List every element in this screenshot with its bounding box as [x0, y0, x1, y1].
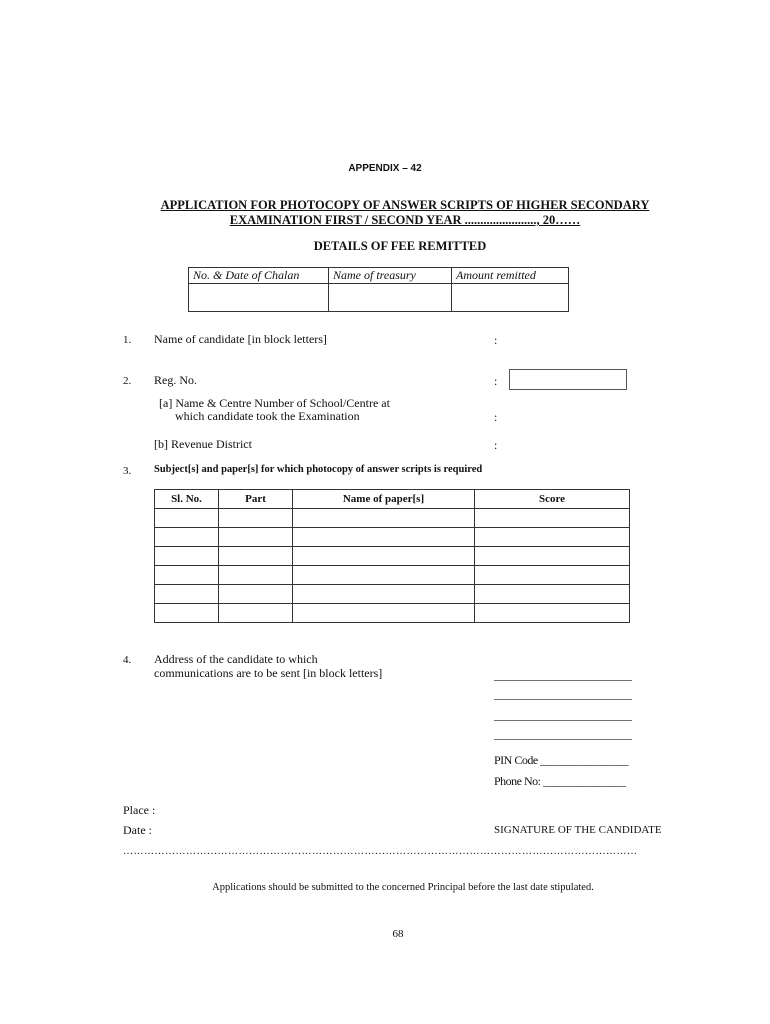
- fee-header-chalan: No. & Date of Chalan: [189, 268, 329, 284]
- address-line-4[interactable]: _________________________: [494, 727, 632, 741]
- centre-label-line-1: [a] Name & Centre Number of School/Centre at: [159, 396, 390, 410]
- table-cell[interactable]: [155, 528, 219, 547]
- table-cell[interactable]: [155, 566, 219, 585]
- district-label: [b] Revenue District: [154, 437, 252, 451]
- address-label-line-1: Address of the candidate to which: [154, 652, 318, 666]
- table-row: [155, 604, 630, 623]
- table-cell[interactable]: [293, 585, 475, 604]
- table-cell[interactable]: [155, 585, 219, 604]
- table-cell[interactable]: [219, 528, 293, 547]
- page-number: 68: [392, 928, 404, 940]
- footer-note: Applications should be submitted to the concerned Principal before the last date stipulated.: [212, 882, 594, 893]
- candidate-name-colon: :: [494, 333, 498, 347]
- fee-header-treasury: Name of treasury: [329, 268, 452, 284]
- table-cell[interactable]: [475, 528, 630, 547]
- item-number-2: 2.: [123, 375, 132, 387]
- fee-table-header: [189, 268, 569, 284]
- subject-table-header: [155, 490, 630, 509]
- appendix-label: APPENDIX – 42: [348, 163, 422, 174]
- phone-field[interactable]: Phone No: _______________: [494, 774, 626, 788]
- fee-heading: DETAILS OF FEE REMITTED: [313, 239, 487, 253]
- table-row: [155, 509, 630, 528]
- form-title: [100, 198, 710, 228]
- place-label: Place :: [123, 803, 156, 817]
- reg-no-colon: :: [494, 374, 498, 388]
- form-title-line-2: EXAMINATION FIRST / SECOND YEAR ......................., 20……: [229, 213, 581, 227]
- table-cell[interactable]: [219, 509, 293, 528]
- table-cell[interactable]: [155, 604, 219, 623]
- subject-label: Subject[s] and paper[s] for which photocopy of answer scripts is required: [154, 464, 483, 475]
- table-cell[interactable]: [475, 604, 630, 623]
- fee-amount-cell[interactable]: [452, 284, 569, 312]
- address-label-line-2: communications are to be sent [in block letters]: [154, 666, 383, 680]
- table-cell[interactable]: [293, 604, 475, 623]
- signature-label: SIGNATURE OF THE CANDIDATE: [494, 824, 662, 836]
- reg-no-input-box[interactable]: [509, 369, 627, 390]
- table-cell[interactable]: [155, 509, 219, 528]
- candidate-name-label: Name of candidate [in block letters]: [154, 332, 327, 346]
- item-number-3: 3.: [123, 465, 132, 477]
- subject-header-score: Score: [475, 490, 630, 509]
- table-cell[interactable]: [475, 547, 630, 566]
- address-line-3[interactable]: _________________________: [494, 708, 632, 722]
- fee-chalan-cell[interactable]: [189, 284, 329, 312]
- table-cell[interactable]: [293, 566, 475, 585]
- address-line-1[interactable]: _________________________: [494, 668, 632, 682]
- centre-colon: :: [494, 410, 498, 424]
- subject-header-part: Part: [219, 490, 293, 509]
- fee-table-row: [189, 284, 569, 312]
- form-title-line-1: APPLICATION FOR PHOTOCOPY OF ANSWER SCRIPTS OF HIGHER SECONDARY: [160, 198, 650, 212]
- subject-header-slno: Sl. No.: [155, 490, 219, 509]
- table-cell[interactable]: [219, 566, 293, 585]
- table-row: [155, 585, 630, 604]
- date-label: Date :: [123, 823, 152, 837]
- table-cell[interactable]: [219, 547, 293, 566]
- subject-header-paper: Name of paper[s]: [293, 490, 475, 509]
- pin-code-field[interactable]: PIN Code ________________: [494, 753, 629, 767]
- address-line-2[interactable]: _________________________: [494, 687, 632, 701]
- subject-table: [154, 489, 630, 623]
- table-row: [155, 566, 630, 585]
- table-cell[interactable]: [475, 509, 630, 528]
- table-cell[interactable]: [155, 547, 219, 566]
- table-cell[interactable]: [293, 547, 475, 566]
- centre-label-line-2: which candidate took the Examination: [175, 409, 360, 423]
- table-cell[interactable]: [475, 585, 630, 604]
- table-cell[interactable]: [293, 528, 475, 547]
- table-cell[interactable]: [475, 566, 630, 585]
- item-number-4: 4.: [123, 654, 132, 666]
- table-row: [155, 528, 630, 547]
- separator-line: …………………………………………………………………………………………………………………………………: [123, 846, 638, 857]
- item-number-1: 1.: [123, 334, 132, 346]
- fee-table: [188, 267, 569, 312]
- table-cell[interactable]: [219, 604, 293, 623]
- fee-header-amount: Amount remitted: [452, 268, 569, 284]
- table-row: [155, 547, 630, 566]
- reg-no-label: Reg. No.: [154, 373, 197, 387]
- table-cell[interactable]: [219, 585, 293, 604]
- district-colon: :: [494, 438, 498, 452]
- fee-treasury-cell[interactable]: [329, 284, 452, 312]
- table-cell[interactable]: [293, 509, 475, 528]
